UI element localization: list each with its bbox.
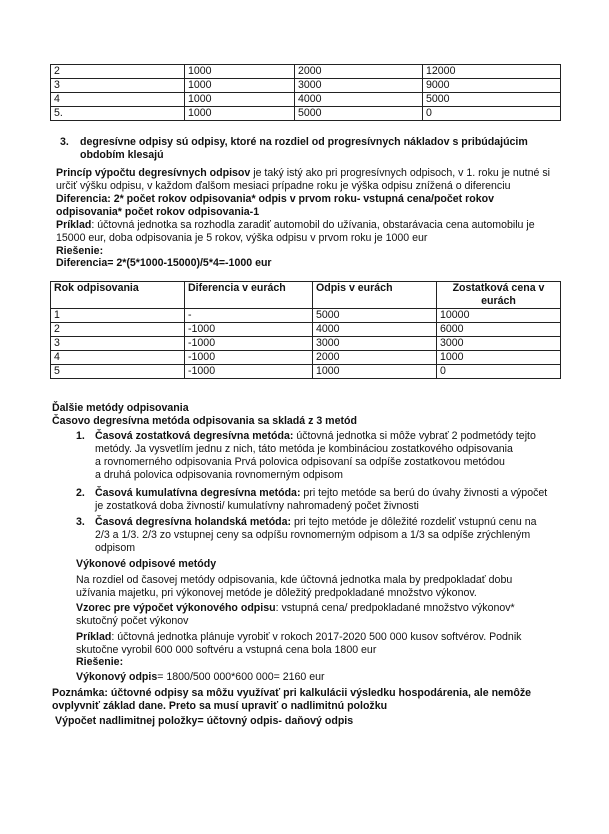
list-number: 2.: [76, 487, 85, 499]
table-cell: -1000: [185, 351, 313, 365]
table-cell: 5000: [295, 107, 423, 121]
table-cell: 1000: [185, 93, 295, 107]
column-header: Odpis v eurách: [313, 282, 437, 309]
table-header-row: [51, 282, 561, 309]
method-text: 2/3 a 1/3. 2/3 zo vstupnej ceny sa odpíšu rovnomerným odpisom a 1/3 sa odpíše zrýchleným: [95, 528, 531, 541]
table-row: [51, 309, 561, 323]
table-cell: -: [185, 309, 313, 323]
method-text: metódy. Ja vysvetlím jednu z nich, táto metóda je kombináciou zostatkového odpisovania: [95, 442, 513, 455]
table-cell: -1000: [185, 323, 313, 337]
table-cell: 12000: [423, 65, 561, 79]
method-label: Časová zostatková degresívna metóda:: [95, 430, 294, 442]
method-text: a rovnomerného odpisovania Prvá polovica odpisovaní sa odpíše zostatkovou metódou: [95, 455, 505, 468]
table-cell: 1000: [437, 351, 561, 365]
table-cell: -1000: [185, 337, 313, 351]
table-row: [51, 365, 561, 379]
list-number: 3.: [60, 136, 69, 148]
table-cell: 5000: [313, 309, 437, 323]
formula-label: Vzorec pre výpočet výkonového odpisu: [76, 601, 276, 614]
method-label: Časová kumulatívna degresívna metóda:: [95, 487, 301, 499]
formula-text: : vstupná cena/ predpokladané množstvo výkonov*: [275, 601, 515, 614]
table-cell: 3: [51, 337, 185, 351]
table-cell: 4000: [295, 93, 423, 107]
solution-label: Riešenie:: [76, 656, 124, 669]
note-line-2: ovplyvniť základ dane. Preto sa musí upraviť o nadlimitnú položku: [52, 699, 388, 712]
solution-formula: Diferencia= 2*(5*1000-15000)/5*4=-1000 eur: [56, 257, 272, 270]
table-row: [51, 337, 561, 351]
list-item: [76, 487, 566, 513]
table-cell: 1000: [185, 65, 295, 79]
table-cell: 1000: [185, 107, 295, 121]
other-methods-heading: [52, 402, 552, 428]
difference-formula: Diferencia: 2* počet rokov odpisovania* odpis v prvom roku- vstupná cena/počet rokov: [56, 192, 494, 205]
output-methods-text-2: užívania majetku, pri výkonovej metóde je dôležitý predpokladané množstvo výkonov.: [76, 586, 477, 599]
heading-line-2: obdobím klesajú: [80, 148, 164, 161]
output-methods-text: Na rozdiel od časovej metódy odpisovania, kde účtovná jednotka mala by predpokladať dobu: [76, 573, 513, 586]
table-cell: -1000: [185, 365, 313, 379]
output-depreciation-label: Výkonový odpis: [76, 671, 158, 684]
table-row: [51, 323, 561, 337]
table-cell: 0: [437, 365, 561, 379]
over-limit-formula: Výpočet nadlimitnej položky= účtovný odpis- daňový odpis: [55, 714, 354, 727]
table-row: [51, 79, 561, 93]
column-header: Zostatková cena v eurách: [437, 282, 561, 309]
table-cell: 4: [51, 351, 185, 365]
table-cell: 4000: [313, 323, 437, 337]
method-text: a druhá polovica odpisovania rovnomerným odpisom: [95, 468, 343, 481]
output-depreciation-value: = 1800/500 000*600 000= 2160 eur: [157, 671, 325, 684]
table-cell: 5.: [51, 107, 185, 121]
table-cell: 2000: [313, 351, 437, 365]
heading-line-1: degresívne odpisy sú odpisy, ktoré na rozdiel od progresívnych nákladov s pribúdajúcim: [80, 136, 528, 148]
list-item: [76, 430, 566, 480]
heading-text: [80, 136, 540, 162]
table-cell: 2: [51, 323, 185, 337]
table-cell: 6000: [437, 323, 561, 337]
table-cell: 3000: [295, 79, 423, 93]
table-cell: 0: [423, 107, 561, 121]
list-number: 3.: [76, 516, 85, 528]
note-section: [52, 687, 562, 728]
table-cell: 1: [51, 309, 185, 323]
table-cell: 1000: [313, 365, 437, 379]
method-text: pri tejto metóde je dôležité rozdeliť vstupnú cenu na: [291, 516, 537, 528]
principle-paragraph: [56, 167, 556, 270]
example-text-2: skutočne vyrobil 600 000 softvéru a vstupná cena bola 1800 eur: [76, 643, 377, 656]
column-header: Diferencia v eurách: [185, 282, 313, 309]
other-methods-subtitle: Časovo degresívna metóda odpisovania sa skladá z 3 metód: [52, 414, 357, 427]
method-label: Časová degresívna holandská metóda:: [95, 516, 292, 528]
solution-label: Riešenie:: [56, 244, 104, 257]
example-label: Príklad: [56, 218, 92, 231]
table-cell: 3000: [313, 337, 437, 351]
table-cell: 2000: [295, 65, 423, 79]
principle-text: je taký istý ako pri progresívnych odpisoch, v 1. roku je nutné si: [250, 167, 550, 179]
principle-label: Princíp výpočtu degresívnych odpisov: [56, 167, 251, 179]
table-degressive: [50, 281, 561, 379]
method-text: odpisom: [95, 541, 136, 554]
output-methods-title: Výkonové odpisové metódy: [76, 558, 217, 570]
table-cell: 5: [51, 365, 185, 379]
table-row: [51, 93, 561, 107]
example-text-2: 15000 eur, doba odpisovania je 5 rokov, výška odpisu v prvom roku je 1000 eur: [56, 231, 428, 244]
table-row: [51, 351, 561, 365]
example-text: : účtovná jednotka plánuje vyrobiť v rokoch 2017-2020 500 000 kusov softvérov. Podnik: [111, 630, 522, 643]
table-cell: 10000: [437, 309, 561, 323]
table-cell: 2: [51, 65, 185, 79]
table-straight-line: [50, 64, 561, 121]
table-cell: 3000: [437, 337, 561, 351]
method-text: účtovná jednotka si môže vybrať 2 podmetódy tejto: [293, 430, 536, 442]
note-line-1: Poznámka: účtovné odpisy sa môžu využívať pri kalkulácii výsledku hospodárenia, ale nemôže: [52, 687, 532, 699]
table-cell: 4: [51, 93, 185, 107]
table-cell: 9000: [423, 79, 561, 93]
table-cell: 3: [51, 79, 185, 93]
list-number: 1.: [76, 430, 85, 442]
table-cell: 5000: [423, 93, 561, 107]
formula-text-2: skutočný počet výkonov: [76, 614, 189, 627]
principle-text-2: určiť výšku odpisu, v každom ďalšom mesiaci prípadne roku je výška odpisu znížená o diferenciu: [56, 179, 511, 192]
table-row: [51, 107, 561, 121]
difference-formula-2: odpisovania* počet rokov odpisovania-1: [56, 205, 260, 218]
table-row: [51, 65, 561, 79]
table-cell: 1000: [185, 79, 295, 93]
example-text: : účtovná jednotka sa rozhodla zaradiť automobil do užívania, obstarávacia cena automobilu je: [91, 218, 535, 231]
other-methods-title: Ďalšie metódy odpisovania: [52, 402, 189, 414]
example-label: Príklad: [76, 630, 112, 643]
output-methods-section: [76, 558, 566, 684]
method-text: je zostatková doba živnosti/ kumulatívny nahromadený počet živnosti: [95, 499, 419, 512]
column-header: Rok odpisovania: [51, 282, 185, 309]
method-text: pri tejto metóde sa berú do úvahy živnosti a výpočet: [300, 487, 548, 499]
list-item: [76, 516, 566, 555]
